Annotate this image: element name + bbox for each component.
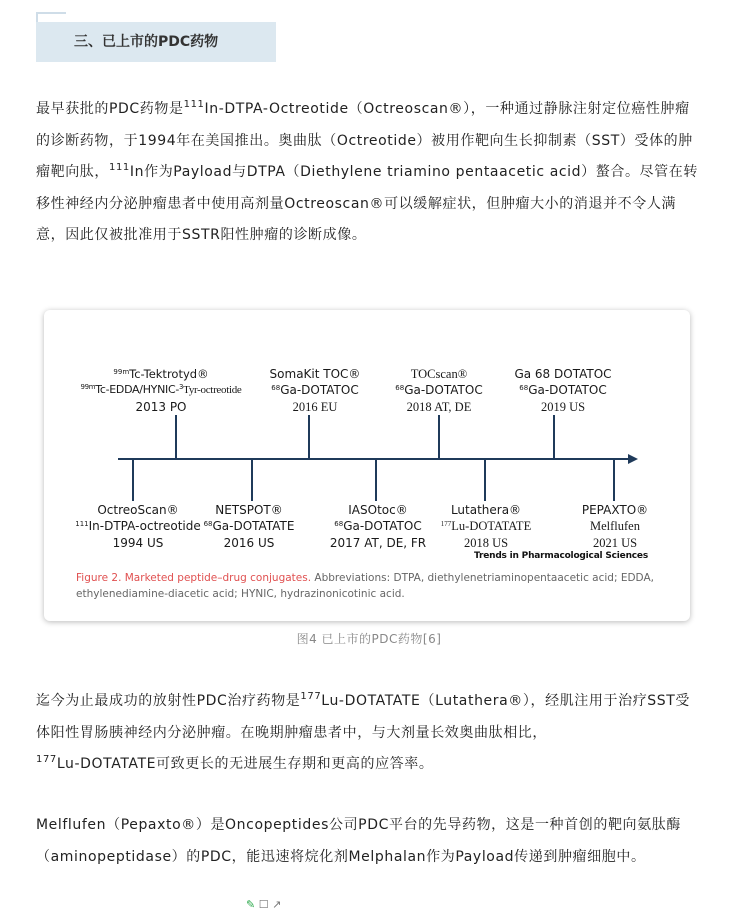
timeline-tick-2017 [375, 459, 377, 501]
figure-inner-caption: Figure 2. Marketed peptide–drug conjugates. Abbreviations: DTPA, diethylenetriaminopentaacetic acid; EDDA, ethylenediamine-diacetic acid; HYNIC, hydrazinonicotinic acid. [76, 572, 654, 600]
paragraph-first-pdc: 最早获批的PDC药物是$^{111}$In-DTPA-Octreotide（Octreoscan®），一种通过静脉注射定位癌性肿瘤的诊断药物，于1994年在美国推出。奥曲肽（Octreotide）被用作靶向生长抑制素（SST）受体的肿瘤靶向肽，$^{111}$In作为Payload与DTPA（Diethylene triamino pentaacetic acid）螯合。尽管在转移性神经内分泌肿瘤患者中使用高剂量Octreoscan®可以缓解症状，但肿瘤大小的消退并不令人满意，因此仅被批准用于SSTR阳性肿瘤的诊断成像。 [36, 99, 698, 244]
paragraph-lutathera: 迄今为止最成功的放射性PDC治疗药物是$^{177}$Lu-DOTATATE（Lutathera®），经肌注用于治疗SST受体阳性胃肠胰神经内分泌肿瘤。在晚期肿瘤患者中，与大剂量长效奥曲肽相比， $^{177}$Lu-DOTATATE可致更长的无进展生存期和更高的应答率。 [36, 691, 691, 773]
timeline-tick-2018-at-de [438, 415, 440, 459]
timeline-tick-2016-eu [308, 415, 310, 459]
timeline-tick-2018-us [484, 459, 486, 501]
edit-icon[interactable]: ✎ [246, 898, 256, 908]
share-icon[interactable]: ↗ [272, 898, 282, 908]
figure-source: Trends in Pharmacological Sciences [474, 551, 648, 561]
timeline-tick-2016-us [251, 459, 253, 501]
paragraph-melflufen: Melflufen（Pepaxto®）是Oncopeptides公司PDC平台的先导药物，这是一种首创的靶向氨肽酶（aminopeptidase）的PDC，能迅速将烷化剂Melphalan作为Payload传递到肿瘤细胞中。 [36, 817, 681, 865]
event-tektrotyd: $^{99m}$Tc-Tektrotyd® $^{99m}$Tc-EDDA/HYNIC-$^3$Tyr-octreotide 2013 PO [80, 367, 242, 414]
timeline-tick-2019-us [553, 415, 555, 459]
event-pepaxto: PEPAXTO® Melflufen 2021 US [581, 503, 649, 550]
event-ga68-dotatoc: Ga 68 DOTATOC $^{68}$Ga-DOTATOC 2019 US [514, 367, 612, 414]
timeline-tick-2021 [613, 459, 615, 501]
timeline-tick-1994 [132, 459, 134, 501]
timeline-tick-2013 [175, 415, 177, 459]
event-octreoscan: OctreoScan® $^{111}$In-DTPA-octreotide 1994 US [75, 503, 201, 550]
timeline-arrowhead [628, 454, 638, 464]
event-netspot: NETSPOT® $^{68}$Ga-DOTATATE 2016 US [203, 503, 295, 550]
event-somakit-toc: SomaKit TOC® $^{68}$Ga-DOTATOC 2016 EU [269, 367, 361, 414]
event-tocscan: TOCscan® $^{68}$Ga-DOTATOC 2018 AT, DE [395, 367, 483, 414]
comment-icon[interactable]: ☐ [258, 898, 269, 908]
section-header: 三、已上市的PDC药物 [36, 22, 276, 62]
bottom-toolbar [246, 898, 406, 908]
figure-caption: 图4 已上市的PDC药物[6] [296, 632, 442, 646]
event-iasotoc: IASOtoc® $^{68}$Ga-DOTATOC 2017 AT, DE, FR [329, 503, 427, 550]
event-lutathera: Lutathera® $^{177}$Lu-DOTATATE 2018 US [440, 503, 532, 550]
